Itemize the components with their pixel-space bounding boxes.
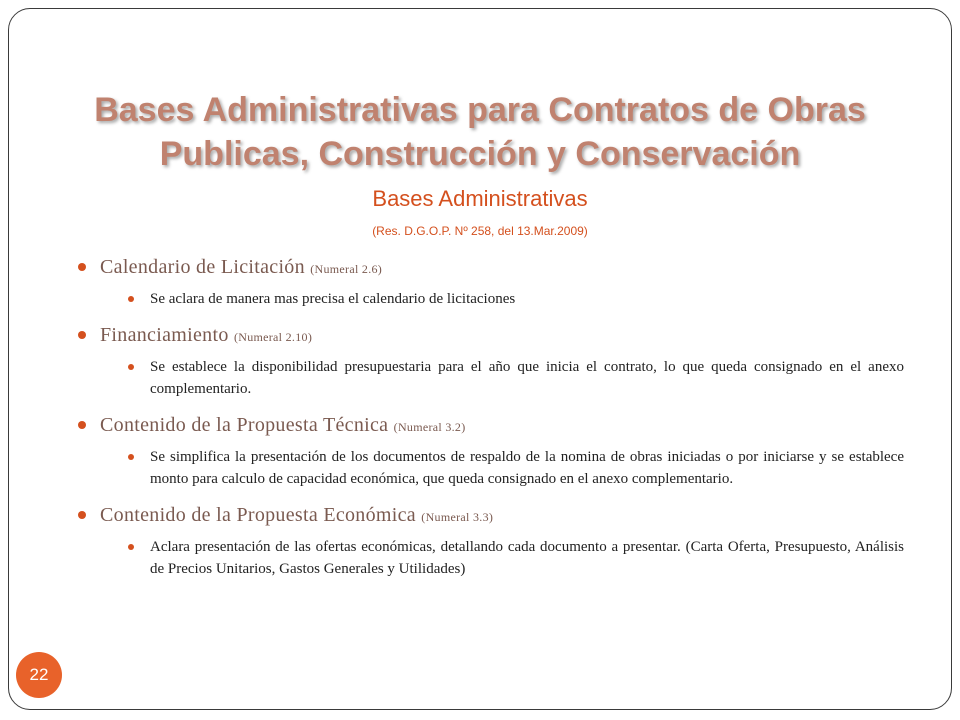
bullet-icon xyxy=(78,511,86,519)
sub-bullet-icon xyxy=(128,364,134,370)
content-list xyxy=(78,252,904,580)
bullet-icon xyxy=(78,263,86,271)
section-detail-text: Se simplifica la presentación de los documentos de respaldo de la nomina de obras iniciadas o por iniciarse y se establece monto para calculo de capacidad económica, que queda consignado en el anexo complementario. xyxy=(150,449,904,487)
section-detail xyxy=(128,356,904,400)
section-heading-text: Contenido de la Propuesta Económica xyxy=(100,504,416,526)
section-propuesta-tecnica xyxy=(78,410,904,490)
section-heading xyxy=(100,500,904,532)
section-detail xyxy=(128,536,904,580)
section-heading-ref: (Numeral 3.3) xyxy=(421,510,494,524)
sub-bullet-icon xyxy=(128,296,134,302)
resolution-reference: (Res. D.G.O.P. Nº 258, del 13.Mar.2009) xyxy=(372,224,588,238)
section-detail-text: Aclara presentación de las ofertas económicas, detallando cada documento a presentar. (Carta Oferta, Presupuesto, Análisis de Precios Unitarios, Gastos Generales y Utilidades) xyxy=(150,539,904,577)
section-detail-text: Se aclara de manera mas precisa el calendario de licitaciones xyxy=(150,291,516,307)
section-heading xyxy=(100,252,904,284)
section-detail-text: Se establece la disponibilidad presupuestaria para el año que inicia el contrato, lo que queda consignado en el anexo complementario. xyxy=(150,359,904,397)
section-heading xyxy=(100,320,904,352)
section-heading xyxy=(100,410,904,442)
section-heading-text: Contenido de la Propuesta Técnica xyxy=(100,414,389,436)
section-calendario xyxy=(78,252,904,310)
section-detail xyxy=(128,446,904,490)
slide-subtitle: Bases Administrativas xyxy=(372,186,588,211)
sub-bullet-icon xyxy=(128,544,134,550)
section-heading-ref: (Numeral 2.6) xyxy=(310,262,383,276)
section-propuesta-economica xyxy=(78,500,904,580)
bullet-icon xyxy=(78,421,86,429)
section-financiamiento xyxy=(78,320,904,400)
slide-title-line-2: Publicas, Construcción y Conservación xyxy=(159,135,801,173)
section-heading-text: Financiamiento xyxy=(100,324,229,346)
section-heading-text: Calendario de Licitación xyxy=(100,256,305,278)
section-heading-ref: (Numeral 2.10) xyxy=(233,330,313,344)
sub-bullet-icon xyxy=(128,454,134,460)
bullet-icon xyxy=(78,331,86,339)
slide-title-line-1: Bases Administrativas para Contratos de Obras xyxy=(94,91,866,129)
section-heading-ref: (Numeral 3.2) xyxy=(393,420,466,434)
slide-title xyxy=(40,88,920,176)
page-number-badge: 22 xyxy=(16,652,62,698)
section-detail xyxy=(128,288,904,310)
